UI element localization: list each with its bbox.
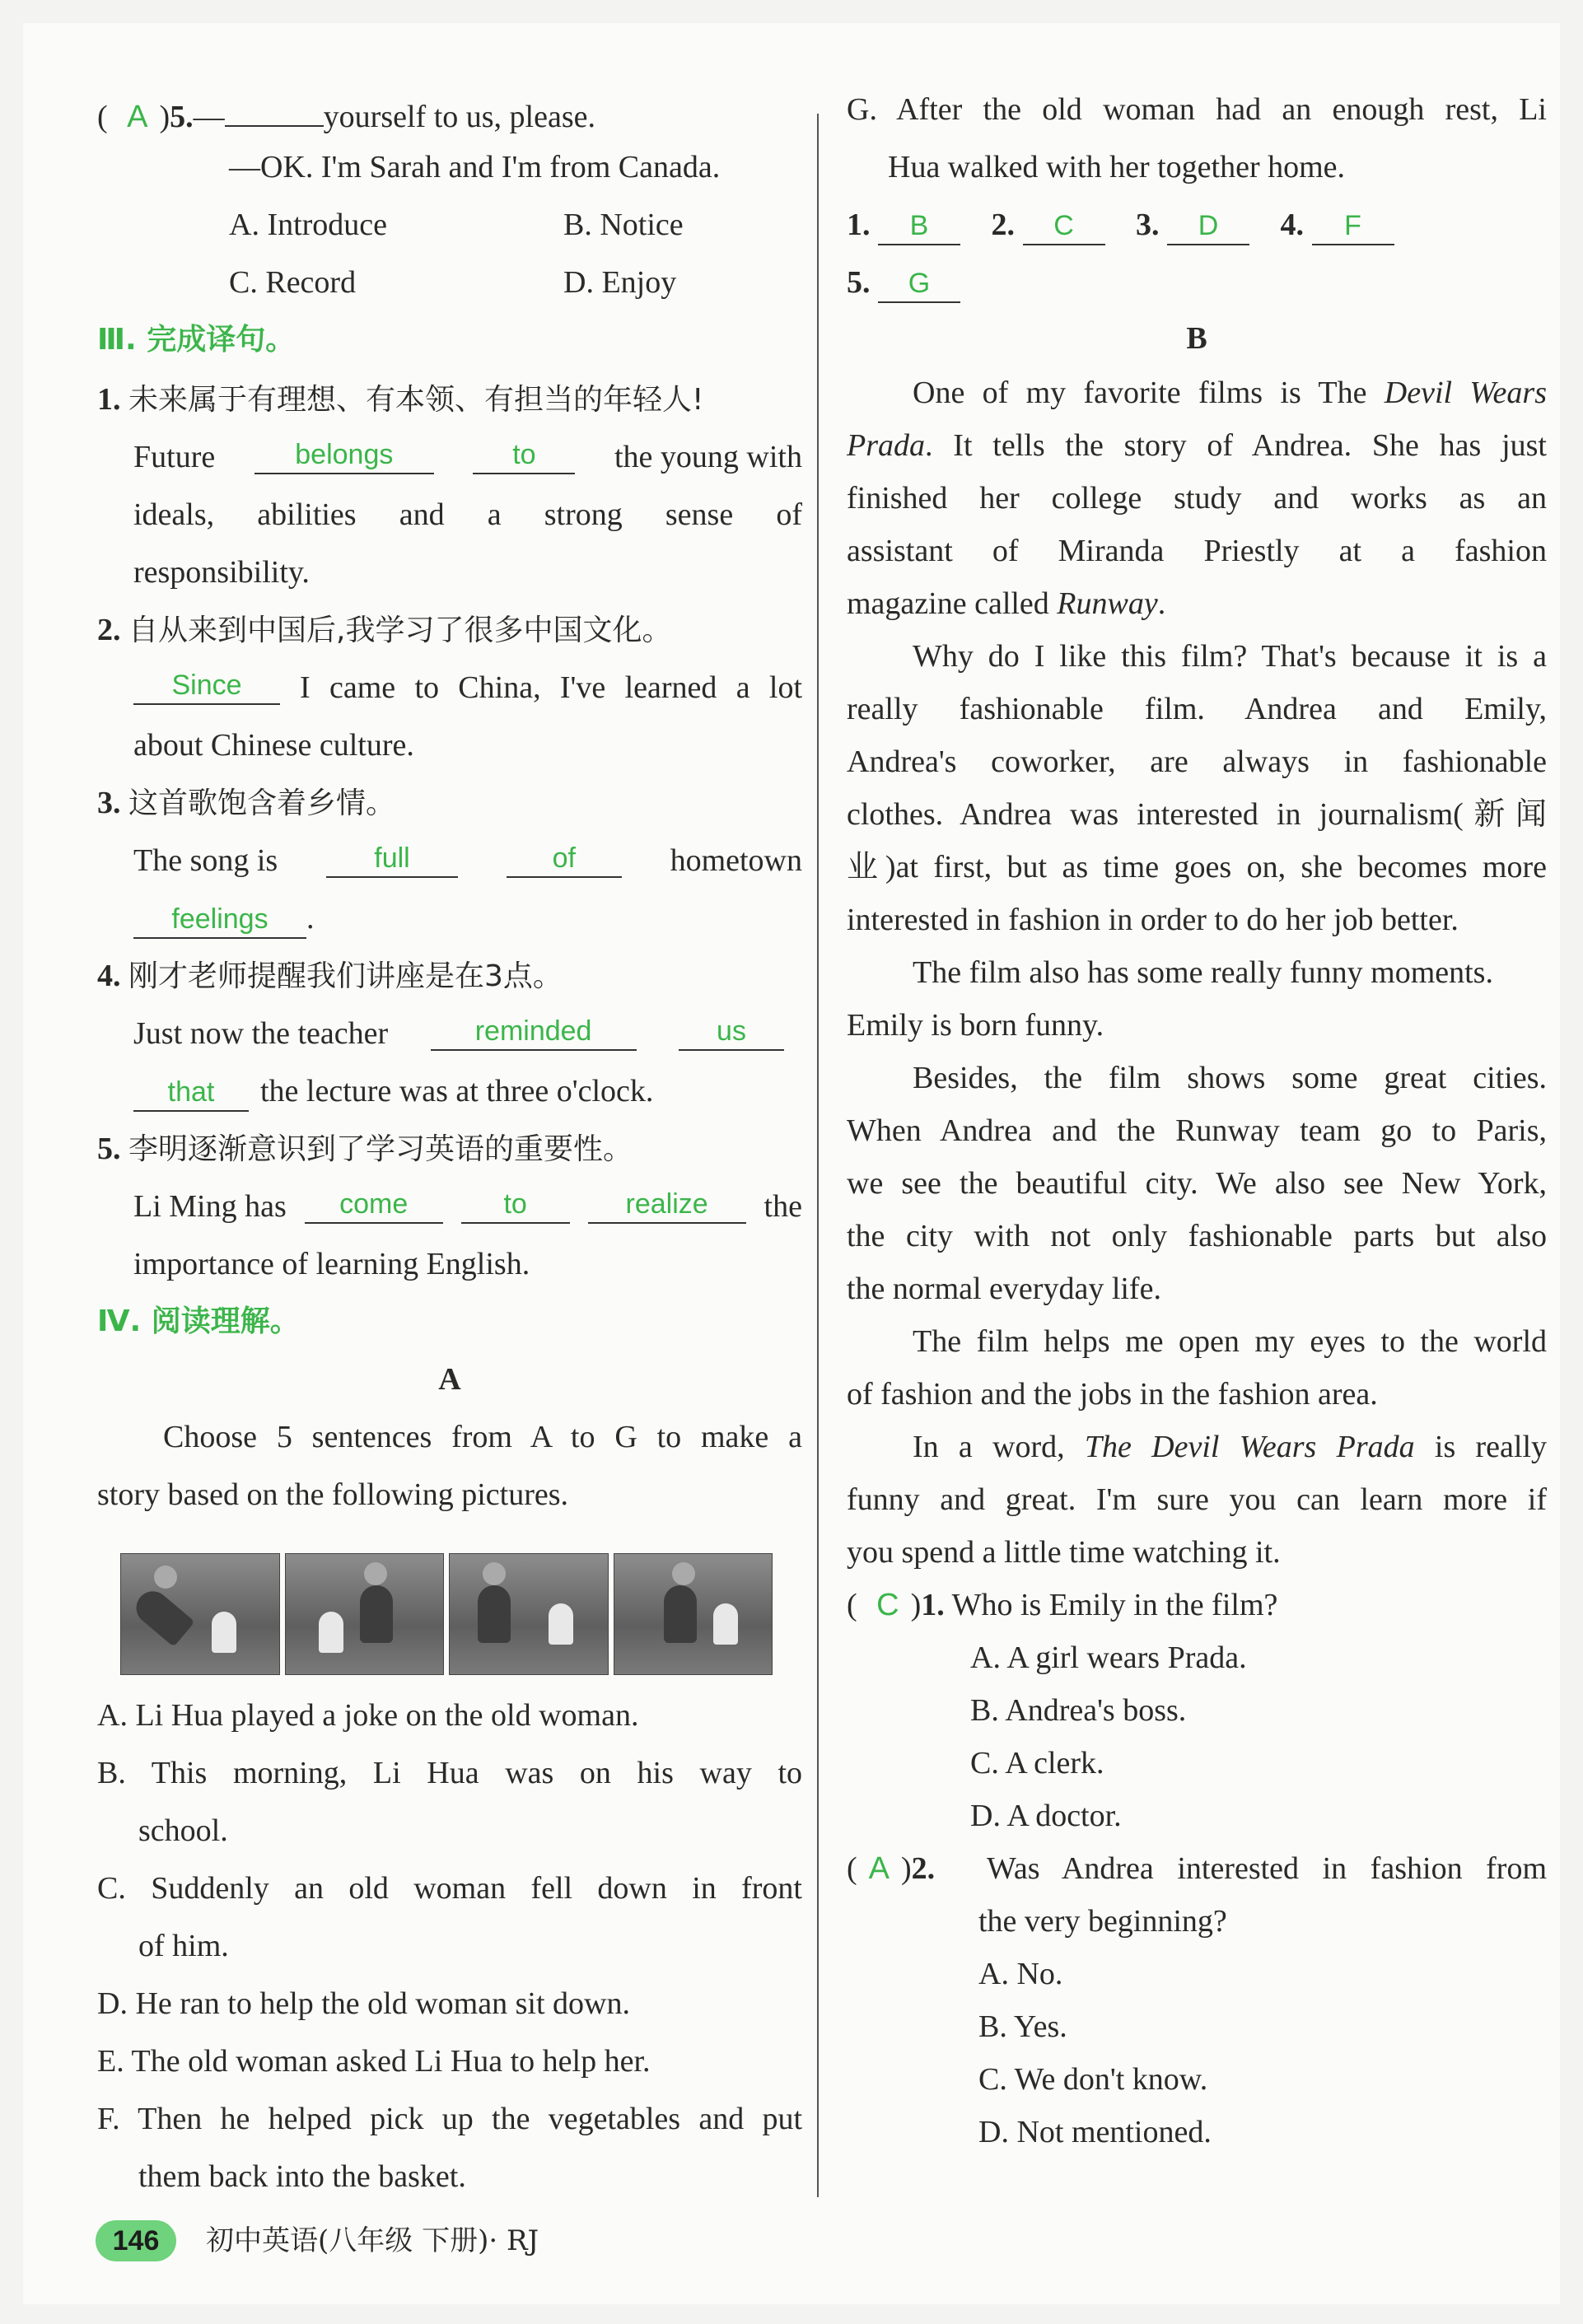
answer-blank: F	[1312, 208, 1394, 245]
part-a-heading: A	[438, 1362, 461, 1397]
translate-item-3-line2: feelings .	[133, 898, 315, 939]
column-divider	[817, 114, 819, 2197]
passage-line: Emily is born funny.	[847, 1008, 1104, 1043]
sentence-g-cont: Hua walked with her together home.	[888, 150, 1346, 184]
option-b: B. Andrea's boss.	[970, 1693, 1187, 1728]
translate-item-5-cn: 5. 李明逐渐意识到了学习英语的重要性。	[97, 1132, 633, 1166]
passage-line: The film helps me open my eyes to the world	[913, 1324, 1547, 1359]
picture-1	[120, 1553, 280, 1675]
picture-2	[285, 1553, 445, 1675]
sentence-b: B. This morning, Li Hua was on his way to	[97, 1756, 802, 1790]
translate-item-5-line1: Li Ming has come to realize the	[133, 1186, 802, 1227]
passage-line: the city with not only fashionable parts but also	[847, 1219, 1547, 1253]
sentence-a: A. Li Hua played a joke on the old woman.	[97, 1698, 639, 1733]
translate-item-4-line1: Just now the teacher reminded us	[133, 1013, 784, 1054]
answer-mark: C	[876, 1588, 899, 1622]
answer-blank: full	[326, 840, 458, 878]
sentence-c: C. Suddenly an old woman fell down in front	[97, 1871, 802, 1906]
option-c: C. Record	[229, 265, 357, 300]
answer-blank: D	[1167, 208, 1249, 245]
answer-blank: Since	[133, 667, 280, 705]
passage-line: you spend a little time watching it.	[847, 1535, 1281, 1570]
answer-blank	[225, 89, 324, 127]
instruction-line-2: story based on the following pictures.	[97, 1477, 569, 1512]
sentence-g: G. After the old woman had an enough rest, Li	[847, 92, 1547, 127]
answer-blank: to	[461, 1186, 570, 1224]
answer-mark: A	[868, 1851, 890, 1886]
page-number: 146	[96, 2220, 176, 2261]
translate-item-1-cn: 1. 未来属于有理想、有本领、有担当的年轻人!	[97, 382, 704, 417]
translate-item-1-line1: Future belongs to the young with	[133, 436, 802, 478]
translate-item-5-line2: importance of learning English.	[133, 1247, 530, 1281]
translate-item-1-line2: ideals, abilities and a strong sense of	[133, 497, 802, 532]
answer-blank: that	[133, 1074, 249, 1112]
translate-item-3-line1: The song is full of hometown	[133, 840, 802, 881]
answer-blank: G	[878, 265, 960, 303]
part-b-heading: B	[1186, 321, 1207, 356]
option-a: A. Introduce	[229, 208, 388, 242]
passage-line: of fashion and the jobs in the fashion area.	[847, 1377, 1378, 1412]
answer-blank: to	[473, 436, 575, 474]
workbook-page	[23, 23, 1560, 2304]
option-d: D. A doctor.	[970, 1799, 1122, 1833]
passage-line: clothes. Andrea was interested in journalism(新闻	[847, 797, 1547, 832]
question-5-reply: —OK. I'm Sarah and I'm from Canada.	[229, 150, 721, 184]
answer-blank: reminded	[431, 1013, 637, 1051]
sentence-f-cont: them back into the basket.	[138, 2159, 466, 2194]
picture-3	[449, 1553, 609, 1675]
passage-line: Why do I like this film? That's because it is a	[913, 639, 1547, 674]
sentence-d: D. He ran to help the old woman sit down.	[97, 1986, 630, 2021]
option-b: B. Notice	[563, 208, 684, 242]
passage-line: 业)at first, but as time goes on, she becomes more	[847, 850, 1547, 884]
option-a: A. No.	[978, 1957, 1063, 1991]
story-pictures	[120, 1553, 773, 1673]
answer-blank: B	[878, 208, 960, 245]
translate-item-4-line2: that the lecture was at three o'clock.	[133, 1071, 653, 1112]
question-5: ( A )5.— yourself to us, please.	[97, 89, 595, 138]
sentence-b-cont: school.	[138, 1813, 228, 1848]
answer-blank: belongs	[254, 436, 434, 474]
picture-4	[614, 1553, 773, 1675]
passage-line: The film also has some really funny moments.	[913, 955, 1493, 990]
sentence-f: F. Then he helped pick up the vegetables and put	[97, 2102, 802, 2136]
answer-blank: feelings	[133, 901, 306, 939]
translate-item-4-cn: 4. 刚才老师提醒我们讲座是在3点。	[97, 959, 563, 993]
passage-line: In a word, The Devil Wears Prada is really	[913, 1430, 1547, 1464]
option-b: B. Yes.	[978, 2009, 1067, 2044]
passage-line: really fashionable film. Andrea and Emily,	[847, 692, 1547, 726]
reading-question-2-cont: the very beginning?	[978, 1904, 1227, 1939]
answer-blank: us	[679, 1013, 784, 1051]
option-a: A. A girl wears Prada.	[970, 1640, 1247, 1675]
passage-line: funny and great. I'm sure you can learn more if	[847, 1482, 1547, 1517]
answer-blank: realize	[588, 1186, 746, 1224]
passage-line: assistant of Miranda Priestly at a fashion	[847, 534, 1547, 568]
answer-blank: of	[507, 840, 622, 878]
answer-blank: come	[305, 1186, 443, 1224]
translate-item-2-cn: 2. 自从来到中国后,我学习了很多中国文化。	[97, 613, 672, 647]
passage-line: finished her college study and works as an	[847, 481, 1547, 516]
book-title: 初中英语(八年级 下册)· RJ	[206, 2224, 539, 2257]
translate-item-2-line1: Since I came to China, I've learned a lot	[133, 667, 802, 708]
passage-line: magazine called Runway.	[847, 586, 1166, 621]
option-c: C. We don't know.	[978, 2062, 1208, 2097]
instruction-line-1: Choose 5 sentences from A to G to make a	[163, 1420, 802, 1454]
passage-line: the normal everyday life.	[847, 1272, 1161, 1306]
passage-line: One of my favorite films is The Devil Wears	[913, 376, 1547, 410]
passage-line: Prada. It tells the story of Andrea. She has just	[847, 428, 1547, 463]
passage-line: When Andrea and the Runway team go to Paris,	[847, 1113, 1547, 1148]
answer-mark: A	[127, 100, 148, 134]
reading-question-1: ( C )1. Who is Emily in the film?	[847, 1588, 1278, 1622]
section-4-title: Ⅳ. 阅读理解。	[97, 1304, 300, 1338]
option-d: D. Not mentioned.	[978, 2115, 1212, 2149]
option-d: D. Enjoy	[563, 265, 677, 300]
answer-row-2: 5. G	[847, 262, 960, 303]
sentence-c-cont: of him.	[138, 1929, 229, 1963]
passage-line: we see the beautiful city. We also see New York,	[847, 1166, 1547, 1201]
sentence-e: E. The old woman asked Li Hua to help her.	[97, 2044, 651, 2079]
section-3-title: Ⅲ. 完成译句。	[97, 323, 296, 357]
translate-item-1-line3: responsibility.	[133, 555, 310, 590]
passage-line: Besides, the film shows some great cities.	[913, 1061, 1547, 1095]
option-c: C. A clerk.	[970, 1746, 1104, 1780]
translate-item-2-line2: about Chinese culture.	[133, 728, 414, 763]
passage-line: interested in fashion in order to do her job better.	[847, 903, 1459, 937]
passage-line: Andrea's coworker, are always in fashionable	[847, 744, 1547, 779]
reading-question-2: ( A )2. Was Andrea interested in fashion from	[847, 1851, 1547, 1886]
answer-blank: C	[1023, 208, 1105, 245]
answer-row-1: 1. B 2. C 3. D 4. F	[847, 204, 1394, 245]
translate-item-3-cn: 3. 这首歌饱含着乡情。	[97, 786, 396, 820]
